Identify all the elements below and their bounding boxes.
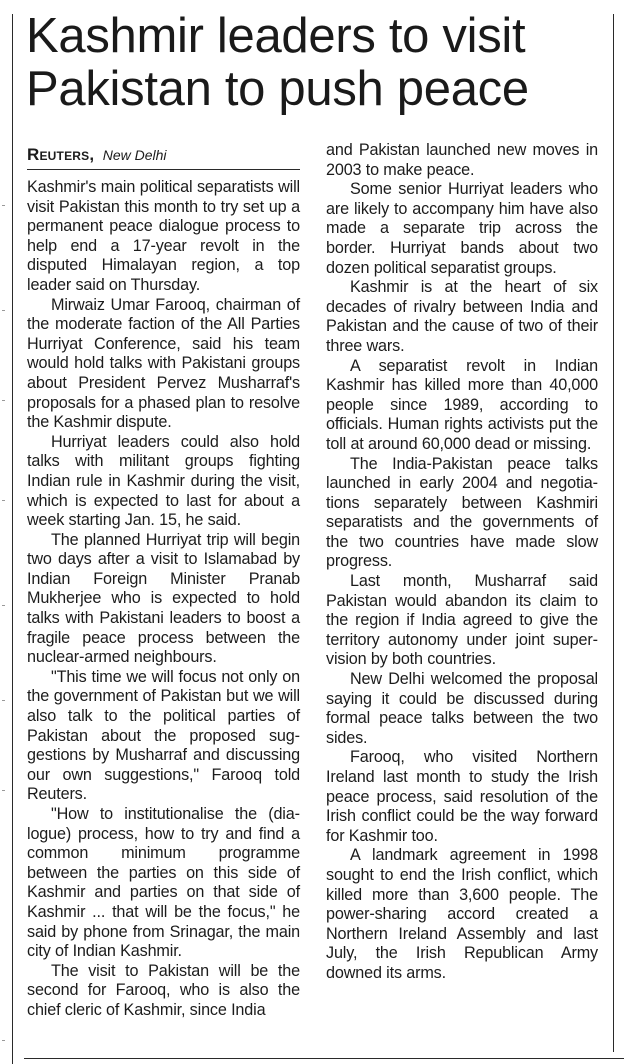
byline-dateline: New Delhi <box>102 147 167 163</box>
article-headline <box>26 10 606 116</box>
paragraph: Mirwaiz Umar Farooq, chairman of the moderate faction of the All Parties Hurriyat Conference, said his team would hold talks with Pakistani groups about President Pervez Musharraf's proposals for a phased plan to resolve the Kashmir dispute. <box>27 295 300 432</box>
adjacent-column-edge-marks <box>0 0 10 1064</box>
paragraph: A landmark agreement in 1998 sought to end the Irish conflict, which killed more than 3,600 people. The power-sharing accord created a Northern Ireland Assembly and last July, the Irish Republican Army downed its arms. <box>326 846 598 982</box>
paragraph: "How to institutionalise the (dialogue) process, how to try and find a common minimum programme between the parties on this side of Kashmir and parties on that side of Kashmir ... that will be the focus," he said by phone from Srinagar, the main city of Indian Kashmir. <box>27 805 300 961</box>
paragraph: The India-Pakistan peace talks launched in early 2004 and negotiations separately between Kashmiri separatists and the governments of the two countries have made slow progress. <box>326 454 598 571</box>
paragraph: Kashmir's main political separatists will visit Pakistan this month to try set up a permanent peace dialogue process to help end a 17-year revolt in the disputed Himalayan region, a top leader said on Thursday. <box>27 178 300 294</box>
right-border-rule <box>613 14 614 1052</box>
left-border-rule <box>12 14 13 1064</box>
paragraph: Some senior Hurriyat leaders who are likely to accompany him have also made a separate trip across the border. Hurriyat bands about two dozen political separatist groups. <box>326 180 598 277</box>
article-column-right <box>326 141 598 984</box>
paragraph: The planned Hurriyat trip will begin two days after a visit to Islamabad by Indian Foreign Minister Pranab Mukherjee who is expected to hold talks with Pakistani leaders to boost a fragile peace process between the nuclear-armed neighbours. <box>27 530 300 667</box>
headline-line-1: Kashmir leaders to visit <box>26 9 526 63</box>
paragraph-continued: and Pakistan launched new moves in 2003 to make peace. <box>326 141 598 179</box>
paragraph: A separatist revolt in Indian Kashmir has killed more than 40,000 people since 1989, according to officials. Human rights activists put the toll at around 60,000 dead or missing. <box>326 356 598 453</box>
byline-agency: Reuters, <box>27 145 95 164</box>
paragraph: Kashmir is at the heart of six decades of rivalry between India and Pakistan and the cause of two of their three wars. <box>326 278 598 355</box>
paragraph: "This time we will focus not only on the government of Pakistan but we will also talk to the political parties of Pakistan about the proposed suggestions by Musharraf and discussing our own suggestions," Farooq told Reuters. <box>27 667 300 804</box>
bottom-border-rule <box>24 1058 624 1059</box>
article-column-left <box>27 178 300 1021</box>
paragraph: Farooq, who visited Northern Ireland last month to study the Irish peace process, said resolution of the Irish conflict could be the way forward for Kashmir too. <box>326 748 598 845</box>
headline-line-2: Pakistan to push peace <box>26 62 529 116</box>
paragraph: The visit to Pakistan will be the second for Farooq, who is also the chief cleric of Kashmir, since India <box>27 961 300 1019</box>
paragraph: Hurriyat leaders could also hold talks with militant groups fighting Indian rule in Kashmir during the visit, which is expected to last for about a week starting Jan. 15, he said. <box>27 432 300 530</box>
paragraph: Last month, Musharraf said Pakistan would abandon its claim to the region if India agreed to give the territory autonomy under joint supervision by both countries. <box>326 572 598 669</box>
paragraph: New Delhi welcomed the proposal saying it could be discussed during formal peace talks between the two sides. <box>326 670 598 747</box>
byline <box>27 145 300 170</box>
